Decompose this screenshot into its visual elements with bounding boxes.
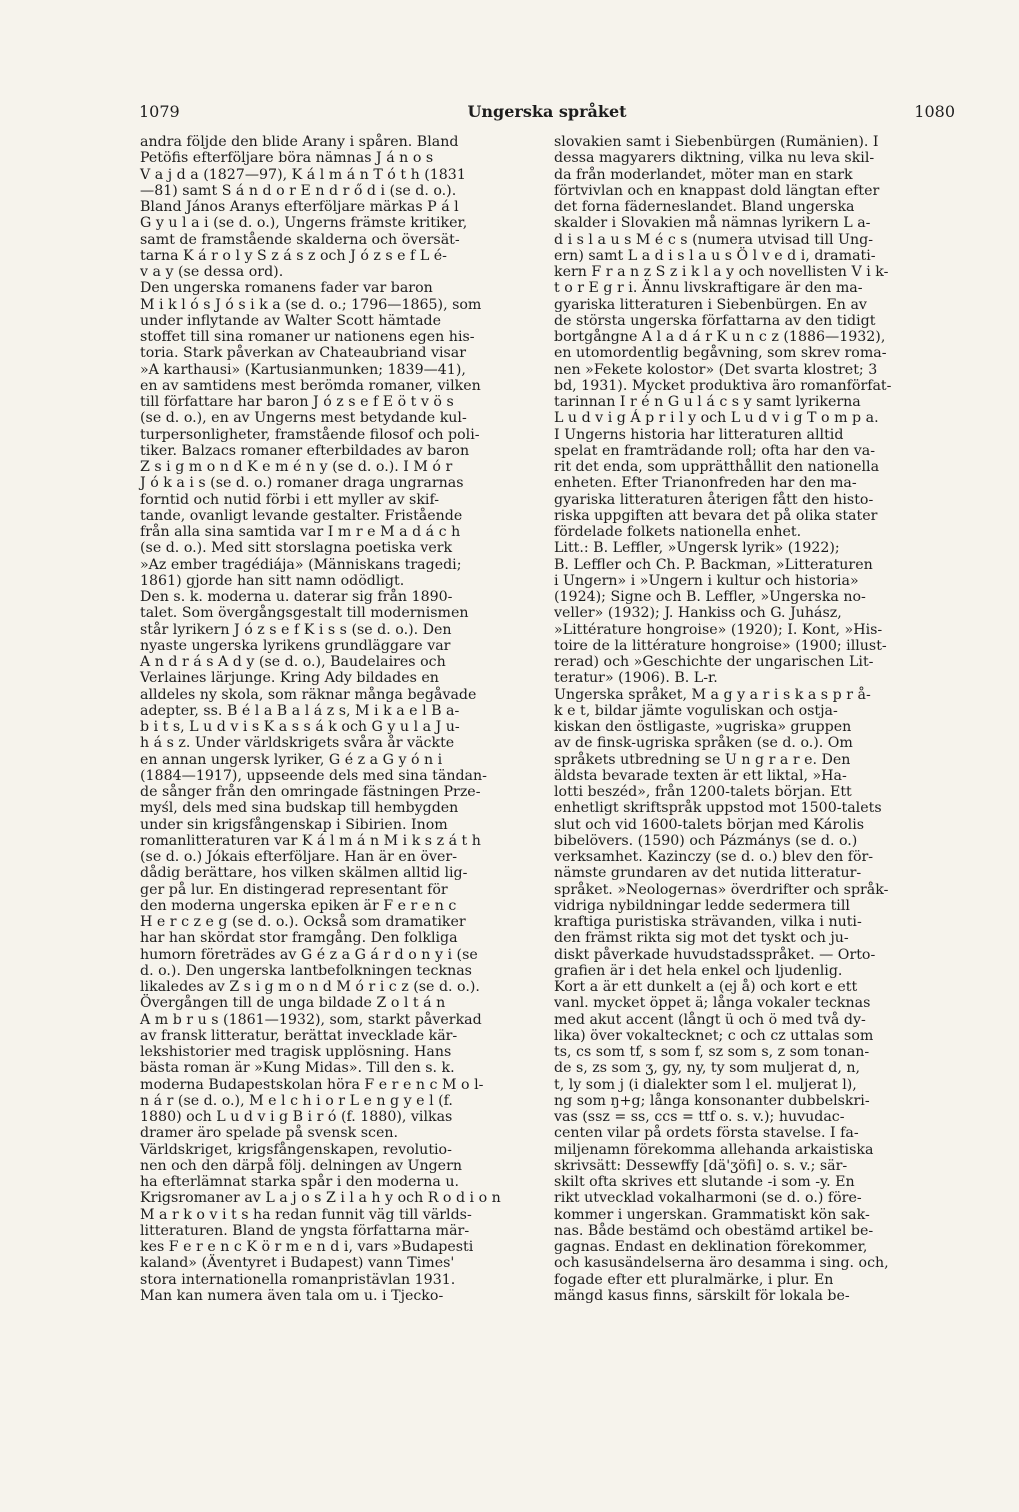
page-header (139, 102, 955, 126)
page-number-right: 1080 (914, 102, 955, 121)
running-title: Ungerska språket (467, 102, 627, 121)
page-number-left: 1079 (139, 102, 180, 121)
text-column-left: andra följde den blide Arany i spåren. Bland Petöfis efterföljare böra nämnas J á n o s V a j d a (1827—97), K á l m á n T ó t h (1831 —81) samt S á n d o r E n d r ő d i (se d. o.). Bland János Aranys efterföljare märkas P á l G y u l a i (se d. o.), Ungerns främste kritiker, samt de framstående skalderna och översät- tarna K á r o l y S z á s z och J ó z s e f L é- v a y (se dessa ord). Den ungerska romanens fader var baron M i k l ó s J ó s i k a (se d. o.; 1796—1865), som under inflytande av Walter Scott hämtade stoffet till sina romaner ur nationens egen his- toria. Stark påverkan av Chateaubriand visar »A karthausi» (Kartusianmunken; 1839—41), en av samtidens mest berömda romaner, vilken till författare har baron J ó z s e f E ö t v ö s (se d. o.), en av Ungerns mest betydande kul- turpersonligheter, framstående filosof och poli- tiker. Balzacs romaner efterbildades av baron Z s i g m o n d K e m é n y (se d. o.). I M ó r J ó k a i s (se d. o.) romaner draga ungrarnas forntid och nutid förbi i ett myller av skif- tande, ovanligt levande gestalter. Fristående från alla sina samtida var I m r e M a d á c h (se d. o.). Med sitt storslagna poetiska verk »Az ember tragédiája» (Människans tragedi; 1861) gjorde han sitt namn odödligt. Den s. k. moderna u. daterar sig från 1890- talet. Som övergångsgestalt till modernismen står lyrikern J ó z s e f K i s s (se d. o.). Den nyaste ungerska lyrikens grundläggare var A n d r á s A d y (se d. o.), Baudelaires och Verlaines lärjunge. Kring Ady bildades en alldeles ny skola, som räknar många begåvade adepter, ss. B é l a B a l á z s, M i k a e l B a- b i t s, L u d v i s K a s s á k och G y u l a J u- h á s z. Under världskrigets svåra år väckte en annan ungersk lyriker, G é z a G y ó n i (1884—1917), uppseende dels med sina tändan- de sånger från den omringade fästningen Prze- myśl, dels med sina budskap till hembygden under sin krigsfångenskap i Sibirien. Inom romanlitteraturen var K á l m á n M i k s z á t h (se d. o.) Jókais efterföljare. Han är en över- dådig berättare, hos vilken skälmen alltid lig- ger på lur. En distingerad representant för den moderna ungerska epiken är F e r e n c H e r c z e g (se d. o.). Också som dramatiker har han skördat stor framgång. Den folkliga humorn företrädes av G é z a G á r d o n y i (se d. o.). Den ungerska lantbefolkningen tecknas likaledes av Z s i g m o n d M ó r i c z (se d. o.). Övergången till de unga bildade Z o l t á n A m b r u s (1861—1932), som, starkt påverkad av fransk litteratur, berättat invecklade kär- lekshistorier med tragisk upplösning. Hans bästa roman är »Kung Midas». Till den s. k. moderna Budapestskolan höra F e r e n c M o l- n á r (se d. o.), M e l c h i o r L e n g y e l (f. 1880) och L u d v i g B i r ó (f. 1880), vilkas dramer äro spelade på svensk scen. Världskriget, krigsfångenskapen, revolutio- nen och den därpå följ. delningen av Ungern ha efterlämnat starka spår i den moderna u. Krigsromaner av L a j o s Z i l a h y och R o d i o n M a r k o v i t s ha redan funnit väg till världs- litteraturen. Bland de yngsta författarna mär- kes F e r e n c K ö r m e n d i, vars »Budapesti kaland» (Äventyret i Budapest) vann Times' stora internationella romanpristävlan 1931. Man kan numera även tala om u. i Tjecko- (140, 134, 501, 1304)
text-column-right: slovakien samt i Siebenbürgen (Rumänien). I dessa magyarers diktning, vilka nu leva skil- da från moderlandet, möter man en stark förtvivlan och en knappast dold längtan efter det forna fäderneslandet. Bland ungerska skalder i Slovakien må nämnas lyrikern L a- d i s l a u s M é c s (numera utvisad till Ung- ern) samt L a d i s l a u s Ö l v e d i, dramati- kern F r a n z S z i k l a y och novellisten V i k- t o r E g r i. Ännu livskraftigare är den ma- gyariska litteraturen i Siebenbürgen. En av de största ungerska författarna av den tidigt bortgångne A l a d á r K u n c z (1886—1932), en utomordentlig begåvning, som skrev roma- nen »Fekete kolostor» (Det svarta klostret; 3 bd, 1931). Mycket produktiva äro romanförfat- tarinnan I r é n G u l á c s y samt lyrikerna L u d v i g Á p r i l y och L u d v i g T o m p a. I Ungerns historia har litteraturen alltid spelat en framträdande roll; ofta har den va- rit det enda, som upprätthållit den nationella enheten. Efter Trianonfreden har den ma- gyariska litteraturen återigen fått den histo- riska uppgiften att bevara det på olika stater fördelade folkets nationella enhet. Litt.: B. Leffler, »Ungersk lyrik» (1922); B. Leffler och Ch. P. Backman, »Litteraturen i Ungern» i »Ungern i kultur och historia» (1924); Signe och B. Leffler, »Ungerska no- veller» (1932); J. Hankiss och G. Juhász, »Littérature hongroise» (1920); I. Kont, »His- toire de la littérature hongroise» (1900; illust- rerad) och »Geschichte der ungarischen Lit- teratur» (1906). B. L-r. Ungerska språket, M a g y a r i s k a s p r å- k e t, bildar jämte voguliskan och ostja- kiskan den östligaste, »ugriska» gruppen av de finsk-ugriska språken (se d. o.). Om språkets utbredning se U n g r a r e. Den äldsta bevarade texten är ett liktal, »Ha- lotti beszéd», från 1200-talets början. Ett enhetligt skriftspråk uppstod mot 1500-talets slut och vid 1600-talets början med Károlis bibelövers. (1590) och Pázmánys (se d. o.) verksamhet. Kazinczy (se d. o.) blev den för- nämste grundaren av det nutida litteratur- språket. »Neologernas» överdrifter och språk- vidriga nybildningar ledde sedermera till kraftiga puristiska strävanden, vilka i nuti- den främst rikta sig mot det tyskt och ju- diskt påverkade huvudstadsspråket. — Orto- grafien är i det hela enkel och ljudenlig. Kort a är ett dunkelt a (ej å) och kort e ett vanl. mycket öppet ä; långa vokaler tecknas med akut accent (långt ü och ö med två dy- lika) över vokaltecknet; c och cz uttalas som ts, cs som tf, s som f, sz som s, z som tonan- de s, zs som ʒ, gy, ny, ty som muljerat d, n, t, ly som j (i dialekter som l el. muljerat l), ng som ŋ+g; långa konsonanter dubbelskri- vas (ssz = ss, ccs = ttf o. s. v.); huvudac- centen vilar på ordets första stavelse. I fa- miljenamn förekomma allehanda arkaistiska skrivsätt: Dessewffy [dä'ʒöfi] o. s. v.; sär- skilt ofta skrives ett slutande -i som -y. En rikt utvecklad vokalharmoni (se d. o.) före- kommer i ungerskan. Grammatiskt kön sak- nas. Både bestämd och obestämd artikel be- gagnas. Endast en deklination förekommer, och kasusändelserna äro desamma i sing. och, fogade efter ett pluralmärke, i plur. En mängd kasus finns, särskilt för lokala be- (554, 134, 892, 1304)
